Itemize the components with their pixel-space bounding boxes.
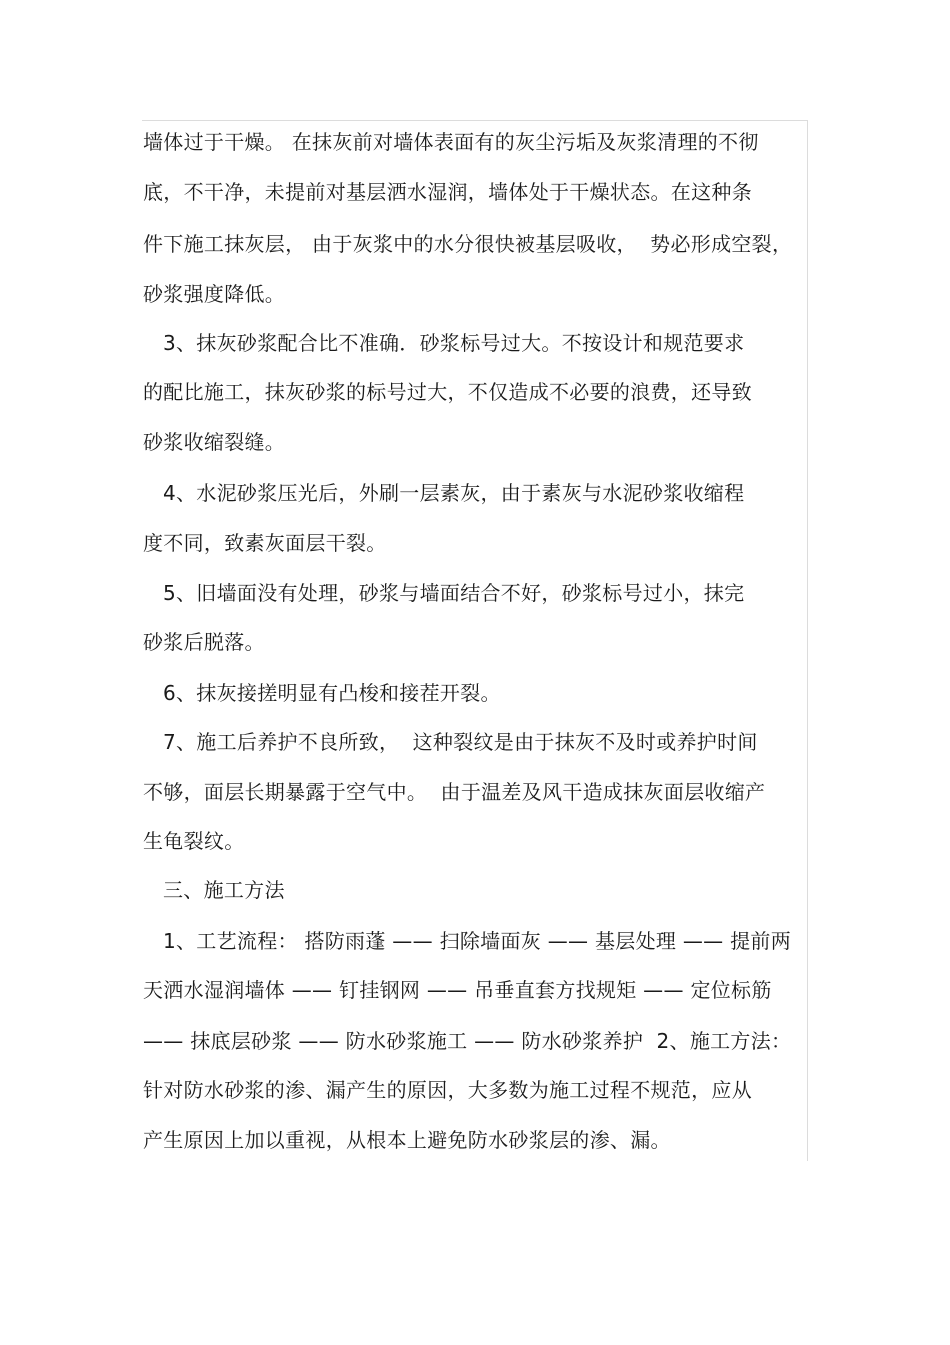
text-line: 底，不干净，未提前对基层洒水湿润，墙体处于干燥状态。在这种条 — [143, 180, 752, 204]
text-line: 天洒水湿润墙体 —— 钉挂钢网 —— 吊垂直套方找规矩 —— 定位标筋 — [143, 978, 772, 1002]
text-line: 1、工艺流程： 搭防雨蓬 —— 扫除墙面灰 —— 基层处理 —— 提前两 — [143, 929, 791, 953]
text-line: 墙体过于干燥。 在抹灰前对墙体表面有的灰尘污垢及灰浆清理的不彻 — [143, 130, 759, 154]
text-line: 产生原因上加以重视，从根本上避免防水砂浆层的渗、漏。 — [143, 1128, 671, 1152]
text-line: 3、抹灰砂浆配合比不准确．砂浆标号过大。不按设计和规范要求 — [143, 331, 745, 355]
text-line: 针对防水砂浆的渗、漏产生的原因，大多数为施工过程不规范，应从 — [143, 1078, 752, 1102]
text-line: 不够，面层长期暴露于空气中。 由于温差及风干造成抹灰面层收缩产 — [143, 780, 766, 804]
text-line: —— 抹底层砂浆 —— 防水砂浆施工 —— 防水砂浆养护 2、施工方法： — [143, 1029, 792, 1053]
text-line: 5、旧墙面没有处理，砂浆与墙面结合不好，砂浆标号过小，抹完 — [143, 581, 745, 605]
text-line: 度不同，致素灰面层干裂。 — [143, 531, 387, 555]
text-line: 7、施工后养护不良所致， 这种裂纹是由于抹灰不及时或养护时间 — [143, 730, 758, 754]
text-line: 砂浆强度降低。 — [143, 282, 286, 306]
section-heading: 三、施工方法 — [143, 878, 285, 902]
text-line: 砂浆后脱落。 — [143, 630, 265, 654]
text-line: 生龟裂纹。 — [143, 829, 245, 853]
text-line: 件下施工抹灰层， 由于灰浆中的水分很快被基层吸收， 势必形成空裂， — [143, 232, 793, 256]
text-line: 6、抹灰接搓明显有凸梭和接茬开裂。 — [143, 681, 501, 705]
text-line: 砂浆收缩裂缝。 — [143, 430, 286, 454]
text-line: 4、水泥砂浆压光后，外刷一层素灰，由于素灰与水泥砂浆收缩程 — [143, 481, 745, 505]
text-line: 的配比施工，抹灰砂浆的标号过大，不仅造成不必要的浪费，还导致 — [143, 380, 752, 404]
